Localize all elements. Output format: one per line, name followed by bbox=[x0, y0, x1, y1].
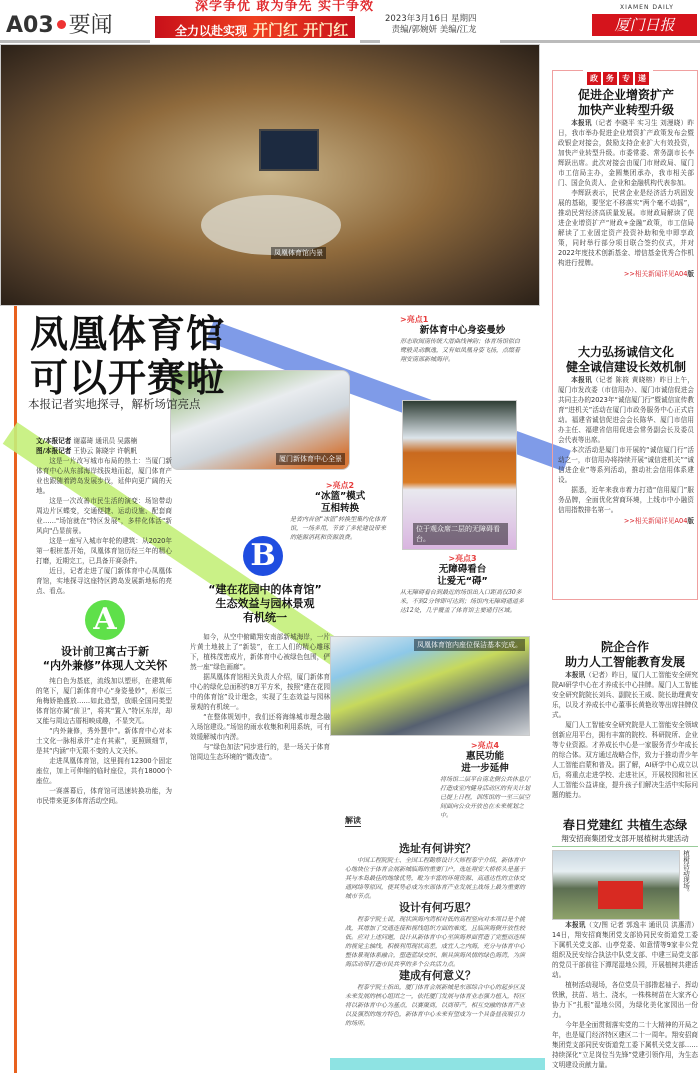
highlight-title bbox=[400, 564, 525, 588]
related-page: A04 bbox=[674, 517, 688, 525]
title-line: 让爱无“碍” bbox=[437, 576, 488, 587]
section-b-body bbox=[190, 632, 330, 762]
title-line: 惠民功能 bbox=[465, 751, 504, 762]
byline bbox=[36, 446, 172, 456]
section-a-badge: A bbox=[85, 600, 125, 640]
title-line: 可以开赛啦 bbox=[30, 355, 226, 400]
article-body bbox=[558, 375, 694, 515]
article-body bbox=[552, 920, 698, 1070]
title-line: 设计前卫寓古于新 bbox=[61, 645, 149, 658]
qa-answer: 程泰宁院士指出，厦门体育会展新城是东部综合中心的起步区及未来发展的核心组团之一，依托厦门发展与体育业态强力植入，特区将以新体育中心为基点，以赛聚商，以商带产，相互交融的体育产业以及强烈的地方特色，新体育中心未来有望成为一个具备昼夜吸引力的场所。 bbox=[345, 984, 526, 1027]
lead: 本报讯 bbox=[571, 119, 592, 127]
photo-caption: 厦门新体育中心全景 bbox=[276, 453, 345, 465]
section-b-badge: B bbox=[243, 536, 283, 576]
photo-caption: 凤凰体育馆内景 bbox=[271, 247, 326, 259]
qa-question: 设计有何巧思？ bbox=[399, 901, 476, 914]
scoreboard bbox=[259, 129, 319, 171]
qa-question: 选址有何讲究？ bbox=[399, 842, 476, 855]
paragraph: 与“绿色加法”同步进行的，是一场关于体育馆周边生态环境的“微改造”。 bbox=[190, 743, 330, 761]
article-1 bbox=[558, 88, 694, 278]
highlight-title: 新体育中心身姿曼妙 bbox=[419, 325, 506, 336]
highlight-body: 是省内首创“冰篮”转换型集约化体育馆，一场多用，节省了多轮建设带来的能源消耗和资源浪费。 bbox=[290, 516, 387, 541]
paragraph: 一赛落幕后，体育馆可迅速转换功能，为市民带来更多体育活动空间。 bbox=[36, 787, 172, 805]
banner-text: 全力以赴实现 bbox=[175, 24, 248, 38]
highlight-4 bbox=[440, 740, 530, 820]
decor-bar bbox=[330, 1058, 545, 1070]
photo-caption: 植树活动现场。 bbox=[682, 850, 690, 896]
paper-name-en: XIAMEN DAILY bbox=[620, 4, 674, 11]
badge-char: 专 bbox=[619, 72, 633, 85]
banner bbox=[155, 16, 355, 38]
section-b-title bbox=[185, 583, 345, 625]
paper-logo: 厦门日报 bbox=[592, 14, 697, 36]
byline-label: 图/本报记者 bbox=[36, 447, 72, 455]
title-line: “建在花园中的体育馆” bbox=[208, 583, 322, 596]
title-line: 无障碍看台 bbox=[438, 564, 487, 575]
related-label: >>相关新闻详见 bbox=[623, 270, 675, 278]
article-title bbox=[552, 640, 698, 670]
paragraph: 昨日，我市举办促进企业增资扩产政策发布会暨政银企对接会，鼓励支持企业扩大有效投资，加快产业转型升级。市委常委、常务副市长李辉跃出席。此次对接会由厦门市财政局、厦门市工信局主办，金圆集团承办，我市相关部门、国企负责人、企业和金融机构代表参加。 bbox=[558, 119, 694, 187]
paragraph: 据凤凰体育馆相关负责人介绍，厦门新体育中心的绿化总面积约8万平方米，按照“建在花园中的体育馆”设计理念，实现了生态效益与园林景观的有机统一。 bbox=[190, 673, 330, 711]
title-line: 促进企业增资扩产 bbox=[577, 88, 674, 102]
related-link[interactable] bbox=[558, 515, 694, 525]
paragraph: 这是一座写入城市年轮的建筑：从2020年第一根桩基开始，凤凰体育馆历经三年的精心打磨，近期完工，已具备开赛条件。 bbox=[36, 537, 172, 565]
header-rule bbox=[360, 40, 380, 43]
title-line: 助力人工智能教育发展 bbox=[564, 655, 685, 669]
paragraph: 李辉跃表示，民营企业是经济活力巩固发展的基础，要坚定不移落实“两个毫不动摇”，推动民营经济高质量发展。市财政局解读了促进企业增资扩产“财政+金融”政策，市工信局解读了工业固定资产投资补助和免申即享政策，同时举行部分项目联合签约仪式，并对2022年度技术创新基金、增信基金优秀合作机构进行授牌。 bbox=[558, 189, 694, 267]
paragraph: 植树活动现场，各位党员干部撸起袖子、挥动铁锹，扶苗、培土、浇水，一株株树苗在大家齐心协力下“扎根”湿地公园，为绿化美化家园出一份力。 bbox=[552, 981, 698, 1019]
byline bbox=[36, 436, 172, 446]
stands-photo bbox=[402, 400, 517, 550]
qa-answer: 中国工程院院士、全国工程勘察设计大师程泰宁介绍，新体育中心地块位于体育会展新城临海的重要门户，选址翔安大桥桥头是基于其与本岛最佳的地缘优势，毗为丰富的环境资源、高通达性的立体交通网络等原因，使其势必成为东部体育产业发展主战场上最为重要的城市节点。 bbox=[345, 857, 526, 900]
court bbox=[201, 195, 341, 255]
badge-char: 政 bbox=[587, 72, 601, 85]
slogan: 深学争优 敢为争先 实干争效 bbox=[195, 0, 375, 14]
editors: 责编/郭婉妍 美编/江龙 bbox=[391, 25, 477, 35]
highlight-title bbox=[440, 751, 530, 775]
photo-caption: 位于观众席二层的无障碍看台。 bbox=[413, 523, 508, 545]
paragraph: 这是一片改写城市布局的热土：当厦门新体育中心从东部海岸线拔地而起，厦门体育产业也跟随着跨岛发展步伐，延伸向更广阔的天地。 bbox=[36, 457, 172, 495]
qa-answer: 程泰宁院士说，现状滨海内湾相对低的高程竖向对本项目是个挑战，其增加了交通连接和视线组织方面的难度，且临滨海侧开放性较低。应对上述问题，设计从新体育中心至滨海界面营造了完整而连续的视觉主轴线，积极利用现状高差，成宜人之内海，充分与体育中心整体景观体系融合，塑造蓝绿交织、颇具滨海风情的绿色海湾，为滨海活动带打造市民共享的多个公共活力点。 bbox=[345, 916, 526, 968]
arena-photo bbox=[0, 44, 540, 306]
highlight-label: >亮点1 bbox=[400, 315, 429, 324]
highlight-body: 将场馆二层平台南北侧公共休息厅打造成室内健身活动区的有关计划已提上日程，训练馆的一至三层空间面向公众开放也在未来规划之中。 bbox=[440, 776, 531, 819]
qa-question: 建成有何意义？ bbox=[399, 969, 476, 982]
highlight-label: >亮点4 bbox=[470, 741, 500, 750]
related-page: A04 bbox=[674, 270, 688, 278]
paragraph: 14日，翔安招商集团党支部协同民安街道党工委下属机关党支部、山亭党委、如意情等9家非公党组织及民安综合执法中队党支部、中建三局党支部的党员干部前往下潭尾湿地公园，开展植树共建活动。 bbox=[552, 931, 698, 979]
title-line: 加快产业转型升级 bbox=[577, 103, 674, 117]
byline-names: 谢嘉琦 通讯员 吴露楠 bbox=[73, 437, 138, 445]
related-suffix: 版 bbox=[687, 517, 694, 525]
title-line: 进一步延伸 bbox=[461, 763, 509, 774]
issue-info bbox=[385, 14, 477, 36]
interpretation-label: 解读 bbox=[345, 816, 361, 825]
title-line: 大力弘扬诚信文化 bbox=[577, 345, 674, 359]
lead: 本报讯 bbox=[565, 921, 586, 929]
paragraph: 如今，从空中俯瞰翔安南部新城海岸，一片片黄土地披上了“新装”，在工人们的精心雕琢下，植株茂密成片，新体育中心被绿色包围，俨然一座“绿色画廊”。 bbox=[190, 633, 330, 671]
article-2 bbox=[558, 345, 694, 525]
byline-label: 文/本报记者 bbox=[36, 437, 72, 445]
title-line: 生态效益与园林景观 bbox=[215, 597, 315, 610]
paragraph: 今年是全面贯彻落实党的二十大精神的开局之年，也是厦门经济特区建区二十一周年。翔安招商集团党支部同民安街道党工委下属机关党支部……持续深化“立足岗位当先锋”党建引领作用，为生态文明建设贡献力量。 bbox=[552, 1021, 698, 1069]
page-header bbox=[6, 8, 113, 39]
byline: （记者 陈筱 黄晓榕） bbox=[592, 376, 660, 384]
related-label: >>相关新闻详见 bbox=[623, 517, 675, 525]
highlight-3 bbox=[400, 553, 525, 615]
title-line: 凤凰体育馆 bbox=[30, 311, 226, 356]
page-title bbox=[30, 312, 225, 400]
highlight-label: >亮点3 bbox=[448, 554, 477, 563]
highlight-1 bbox=[400, 314, 525, 364]
related-suffix: 版 bbox=[687, 270, 694, 278]
article-subtitle: 翔安招商集团党支部开展植树共建活动 bbox=[552, 833, 698, 847]
byline: （记者 李晓平 实习生 刘漫晓） bbox=[591, 119, 688, 127]
title-line: 院企合作 bbox=[600, 640, 649, 654]
highlight-2 bbox=[290, 480, 390, 542]
article-4 bbox=[552, 818, 698, 1070]
intro bbox=[36, 436, 172, 596]
header-rule bbox=[500, 40, 700, 43]
banner-script: 开门红 开门红 bbox=[253, 21, 349, 39]
column-badge bbox=[583, 66, 653, 85]
title-line: 健全诚信建设长效机制 bbox=[565, 360, 686, 374]
paragraph: 昨日，厦门人工智能安全研究院AI研学中心在才养成长中心挂牌。厦门人工智能安全研究院院长刘兵、副院长王威、院长助理黄安乐，以及才养成长中心董事长黄艳玫等出席挂牌仪式。 bbox=[552, 671, 699, 719]
article-body bbox=[558, 118, 694, 268]
article-3 bbox=[552, 640, 698, 800]
byline: （文/图 记者 郭逸丰 通讯员 洪惠清） bbox=[585, 921, 699, 929]
photo-row bbox=[552, 850, 698, 920]
related-link[interactable] bbox=[558, 268, 694, 278]
badge-char: 务 bbox=[603, 72, 617, 85]
paragraph: 昨日上午，厦门市发改委（市信用办）、厦门市诚信促进会共同主办的2023年“诚信厦门行”暨诚信宣传教育“进机关”活动在厦门市政务服务中心正式启动。福建省诚信促进会会长陈华、厦门市信用办主任、福建省信用促进会常务副会长及委员会代表等出席。 bbox=[558, 376, 695, 444]
paragraph: 近日，记者走进了厦门新体育中心凤凰体育馆，实地探寻这座特区跨岛发展新地标的亮点、看点。 bbox=[36, 567, 172, 595]
issue-date: 2023年3月16日 星期四 bbox=[385, 14, 477, 24]
article-title: 春日党建红 共植生态绿 bbox=[562, 818, 688, 832]
page-number: A03 bbox=[6, 13, 54, 38]
lead: 本报讯 bbox=[571, 376, 593, 384]
lead: 本报讯 bbox=[565, 671, 586, 679]
title-line: “内外兼修”体现人文关怀 bbox=[42, 659, 168, 672]
paragraph: 这是一次改善市民生活的演变：场馆带动周边片区蝶变，交通便捷、运动设施、配套商业……"场馆就在"特区发展"，多样化体活"新风向"凸显前景。 bbox=[36, 497, 172, 535]
section-a-body bbox=[36, 676, 172, 806]
paragraph: 纯白色为基底，流线加以塑形，在建筑师的笔下，厦门新体育中心“身姿曼妙”，形似三角梅娇艳盛放……如此造型，放眼全国同类型体育馆亦属“前卫”，将其“置入”特区东岸，却又能与周边古厝相映成趣，不显突兀。 bbox=[36, 677, 172, 725]
badge-char: 递 bbox=[635, 72, 649, 85]
banner-flag bbox=[598, 881, 643, 909]
paragraph: “在整体规划中，我们还将海绵城市理念融入场馆建设。”场馆的雨水收集和利用系统，可有效缓解城市内涝。 bbox=[190, 713, 330, 741]
tree-planting-photo bbox=[552, 850, 680, 920]
header-rule bbox=[0, 40, 150, 43]
paragraph: 走进凤凰体育馆，这里拥有12300个固定座位，加上可伸缩的临时座位，共有18000个座位。 bbox=[36, 757, 172, 785]
page-subtitle: 本报记者实地探寻，解析场馆亮点 bbox=[28, 397, 201, 411]
byline: （记者） bbox=[585, 671, 612, 679]
article-title bbox=[558, 345, 694, 375]
paragraph: 本次活动是厦门市开展的“诚信厦门行”活动之一，市信用办将持续开展“诚信进机关”“诚信进企业”等系列活动，推动社会信用体系建设。 bbox=[558, 446, 694, 484]
workers-photo bbox=[330, 636, 530, 736]
section-a-title bbox=[30, 645, 180, 673]
byline-names: 王协云 陈晓宇 许帆帆 bbox=[73, 447, 138, 455]
article-body bbox=[552, 670, 698, 800]
highlight-title bbox=[290, 491, 390, 515]
highlight-body: 形态取闽南传统大厝曲线神韵；体育场馆似白鹭般灵动飘逸，又有如凤凰身姿飞扬，点缀着翔安南部新城海岸。 bbox=[400, 338, 521, 363]
paragraph: “内外兼修，秀外慧中”。新体育中心对本土文化一脉相承并“走有其素”，更照顾细节，是其“内涵”中无限不变的人文关怀。 bbox=[36, 727, 172, 755]
paragraph: 厦门人工智能安全研究院是人工智能安全领域创新应用平台，拥有丰富的院校、科研院所、企业等专业资源。才养成长中心是一家服务青少年成长的综合体。双方通过战略合作，致力于推动青少年人工智能启蒙和普及。据了解，AI研学中心成立以后，将重点走进学校、走进社区，开展校园和社区人工智能公益讲座，提升孩子们解决生活中实际问题的能力。 bbox=[552, 721, 698, 799]
paragraph: 据悉，近年来我市着力打造“信用厦门”服务品牌，全面优化营商环境，上线市中小融资信用指数排名第一。 bbox=[558, 486, 694, 514]
photo-caption: 凤凰体育馆内座位保洁基本完成。 bbox=[414, 639, 525, 651]
bullet-icon bbox=[57, 20, 66, 29]
highlight-body: 从无障碍看台到最近的场馆出入口距离仅30多米，不到2分钟即可达到；场馆内无障碍通道多达12处，几乎覆盖了体育馆主要通行区域。 bbox=[400, 589, 524, 614]
section-name: 要闻 bbox=[68, 13, 113, 38]
interpretation-qa bbox=[345, 842, 530, 1028]
title-line: 互相转换 bbox=[320, 503, 359, 514]
title-line: 有机统一 bbox=[243, 611, 287, 624]
title-line: “冰篮”模式 bbox=[314, 491, 366, 502]
article-title bbox=[558, 88, 694, 118]
highlight-label: >亮点2 bbox=[325, 481, 355, 490]
